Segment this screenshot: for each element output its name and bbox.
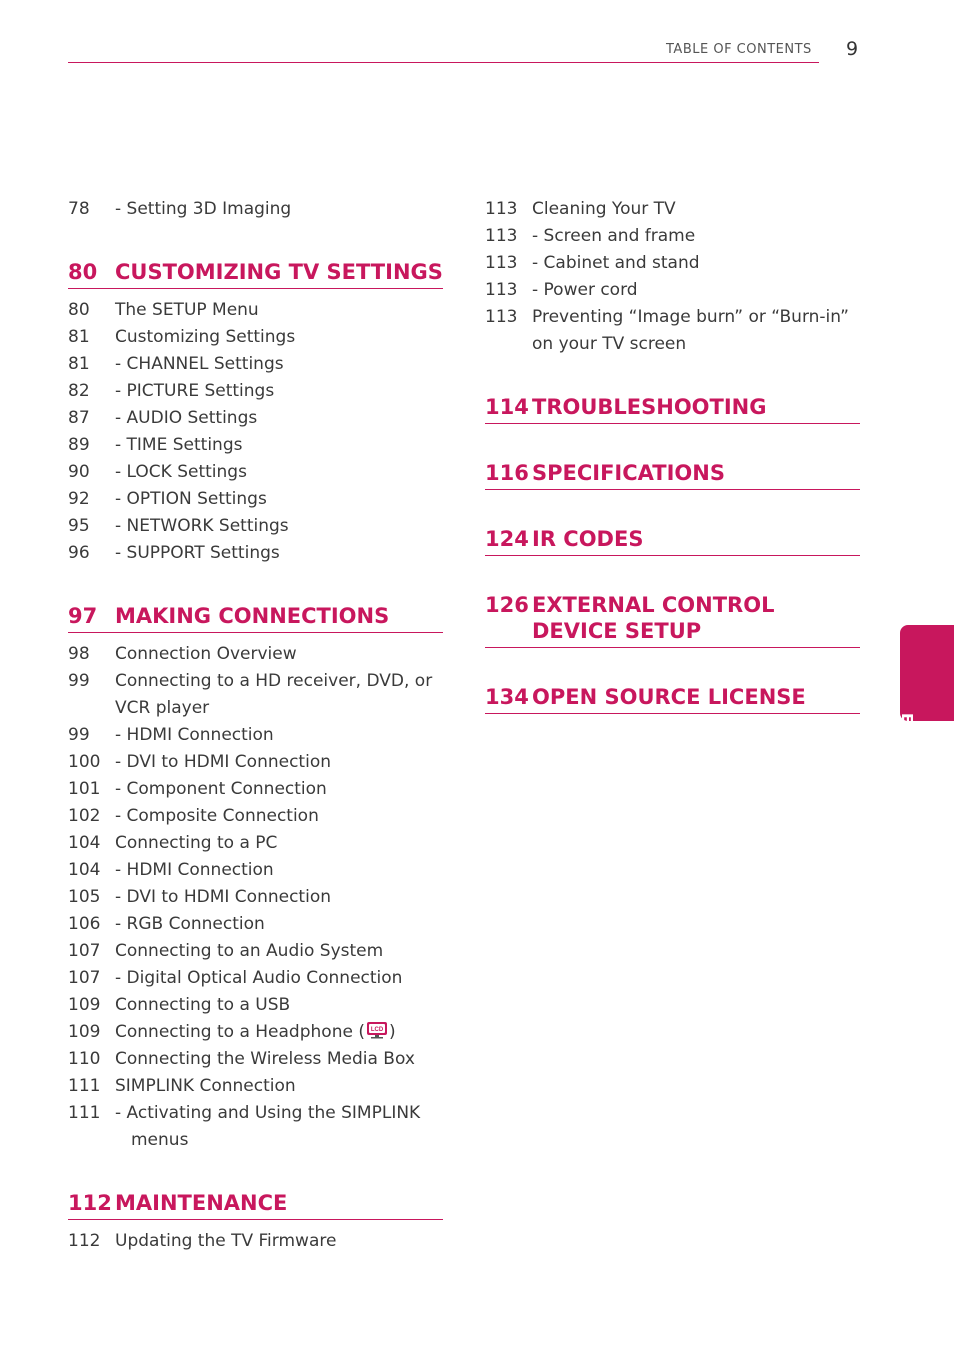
toc-entry-text: - Screen and frame (532, 226, 696, 246)
toc-entry-text: Connecting to a Headphone ( (115, 1022, 365, 1042)
toc-entry-title (115, 378, 443, 405)
toc-entry-title (115, 432, 443, 459)
toc-entry-page: 99 (68, 671, 90, 691)
toc-entry-page: 110 (68, 1049, 101, 1069)
toc-entry[interactable] (68, 911, 443, 938)
toc-entry-title (115, 938, 443, 965)
section-title: CUSTOMIZING TV SETTINGS (115, 260, 443, 284)
toc-entry-page: 113 (485, 253, 518, 273)
header-rule (68, 62, 819, 63)
toc-entry-title (115, 459, 443, 486)
section-page: 126 (485, 593, 529, 617)
toc-entry-text: - HDMI Connection (115, 860, 274, 880)
toc-entry[interactable] (68, 641, 443, 668)
toc-entry[interactable] (68, 965, 443, 992)
language-tab[interactable] (898, 625, 954, 794)
toc-entry-text: Connecting to a HD receiver, DVD, or VCR player (115, 671, 433, 718)
toc-entry-page: 113 (485, 280, 518, 300)
section-page: 124 (485, 527, 529, 551)
toc-entry-text: The SETUP Menu (115, 300, 259, 320)
toc-entry-title (115, 776, 443, 803)
toc-entry-page: 113 (485, 199, 518, 219)
toc-entry-text: - DVI to HDMI Connection (115, 752, 331, 772)
toc-entry[interactable] (68, 1046, 443, 1073)
section-title: SPECIFICATIONS (532, 461, 725, 485)
toc-entry-text: Connection Overview (115, 644, 297, 664)
toc-entry[interactable] (68, 196, 443, 223)
toc-entry-title (115, 1228, 443, 1255)
toc-entry-text: Preventing “Image burn” or “Burn-in” on your TV screen (532, 307, 849, 354)
toc-entry-page: 92 (68, 489, 90, 509)
toc-entry[interactable] (68, 992, 443, 1019)
toc-entry-text: - NETWORK Settings (115, 516, 289, 536)
section-title: EXTERNAL CONTROL DEVICE SETUP (532, 593, 775, 643)
toc-entry-title (115, 965, 443, 992)
toc-entry[interactable] (68, 378, 443, 405)
toc-entry-page: 109 (68, 995, 101, 1015)
toc-entry[interactable] (68, 857, 443, 884)
toc-entry-text: - Composite Connection (115, 806, 319, 826)
toc-entry-page: 80 (68, 300, 90, 320)
page-number: 9 (846, 38, 859, 60)
toc-entry[interactable] (68, 324, 443, 351)
toc-entry-page: 81 (68, 354, 90, 374)
toc-entry-title (532, 304, 860, 358)
section-title: MAKING CONNECTIONS (115, 604, 390, 628)
toc-entry-page: 89 (68, 435, 90, 455)
toc-entry-page: 90 (68, 462, 90, 482)
toc-entry-text: - LOCK Settings (115, 462, 247, 482)
toc-entry-text: - Power cord (532, 280, 638, 300)
toc-entry-text: - Setting 3D Imaging (115, 199, 292, 219)
section-title: IR CODES (532, 527, 644, 551)
toc-entry-text: Customizing Settings (115, 327, 296, 347)
toc-entry-page: 78 (68, 199, 90, 219)
toc-entry-page: 104 (68, 833, 101, 853)
lcd-tv-icon (366, 1021, 388, 1039)
toc-entry-title (115, 540, 443, 567)
toc-entry-page: 106 (68, 914, 101, 934)
toc-entry[interactable] (485, 304, 860, 358)
toc-entry-page: 111 (68, 1103, 101, 1123)
toc-entry-page: 95 (68, 516, 90, 536)
language-tab-label: ENGLISH (898, 713, 916, 794)
toc-entry-page: 107 (68, 968, 101, 988)
section-title: MAINTENANCE (115, 1191, 288, 1215)
toc-entry-text: - Activating and Using the SIMPLINK menus (115, 1103, 421, 1150)
toc-entry-page: 107 (68, 941, 101, 961)
toc-entry-title (115, 668, 443, 722)
toc-entry-title (115, 641, 443, 668)
toc-entry[interactable] (68, 513, 443, 540)
toc-entry-title (532, 196, 860, 223)
section-page: 134 (485, 685, 529, 709)
toc-right-column (485, 196, 860, 724)
toc-entry-page: 113 (485, 226, 518, 246)
toc-entry[interactable] (68, 486, 443, 513)
toc-entry-title (115, 196, 443, 223)
toc-entry[interactable] (485, 250, 860, 277)
toc-entry-text: - PICTURE Settings (115, 381, 275, 401)
section-page: 116 (485, 461, 529, 485)
toc-entry-title (115, 1073, 443, 1100)
section-page: 80 (68, 260, 98, 284)
toc-entry[interactable] (68, 459, 443, 486)
toc-entry-title (115, 405, 443, 432)
toc-entry-title (532, 277, 860, 304)
toc-entry-title (115, 911, 443, 938)
toc-entry-title (115, 722, 443, 749)
toc-entry[interactable] (68, 432, 443, 459)
toc-entry-title (115, 803, 443, 830)
toc-entry-page: 96 (68, 543, 90, 563)
toc-entry[interactable] (68, 540, 443, 567)
section-heading[interactable] (68, 1190, 443, 1220)
toc-entry-page: 112 (68, 1231, 101, 1251)
toc-entry[interactable] (68, 1100, 443, 1154)
toc-entry-title (115, 857, 443, 884)
toc-entry-page: 87 (68, 408, 90, 428)
toc-entry-text: - AUDIO Settings (115, 408, 258, 428)
section-page: 112 (68, 1191, 112, 1215)
section-title: OPEN SOURCE LICENSE (532, 685, 806, 709)
toc-entry-text: Connecting the Wireless Media Box (115, 1049, 415, 1069)
toc-entry[interactable] (68, 1228, 443, 1255)
toc-entry-page: 113 (485, 307, 518, 327)
toc-entry-text: - HDMI Connection (115, 725, 274, 745)
toc-entry[interactable] (68, 938, 443, 965)
toc-entry-text: SIMPLINK Connection (115, 1076, 296, 1096)
section-page: 114 (485, 395, 529, 419)
toc-entry-text: - RGB Connection (115, 914, 265, 934)
section-heading[interactable] (68, 259, 443, 289)
toc-entry-title (115, 1046, 443, 1073)
section-heading[interactable] (485, 684, 860, 714)
toc-entry[interactable] (68, 830, 443, 857)
toc-entry-page: 82 (68, 381, 90, 401)
toc-entry-text: - Cabinet and stand (532, 253, 700, 273)
toc-entry-title (115, 486, 443, 513)
toc-entry[interactable] (68, 803, 443, 830)
toc-entry-title (115, 749, 443, 776)
section-heading[interactable] (485, 394, 860, 424)
toc-entry-page: 81 (68, 327, 90, 347)
toc-entry-page: 99 (68, 725, 90, 745)
header-title: TABLE OF CONTENTS (666, 42, 812, 57)
toc-entry-title (532, 250, 860, 277)
toc-entry-title (115, 351, 443, 378)
toc-entry-page: 104 (68, 860, 101, 880)
toc-entry-text: Connecting to a PC (115, 833, 278, 853)
section-title: TROUBLESHOOTING (532, 395, 767, 419)
toc-entry-text: - SUPPORT Settings (115, 543, 280, 563)
toc-entry-text: Connecting to a USB (115, 995, 291, 1015)
toc-entry-page: 101 (68, 779, 101, 799)
section-heading[interactable] (68, 603, 443, 633)
toc-entry[interactable] (68, 405, 443, 432)
toc-entry-text: - Component Connection (115, 779, 327, 799)
toc-entry[interactable] (68, 1019, 443, 1046)
toc-entry-title (115, 1019, 443, 1046)
toc-entry-title (115, 884, 443, 911)
toc-entry-page: 111 (68, 1076, 101, 1096)
section-heading[interactable] (485, 526, 860, 556)
toc-entry[interactable] (485, 196, 860, 223)
toc-entry-page: 105 (68, 887, 101, 907)
lcd-icon-label: LCD (370, 1027, 384, 1033)
toc-entry-text: - TIME Settings (115, 435, 243, 455)
toc-entry-title (115, 297, 443, 324)
section-heading[interactable] (485, 460, 860, 490)
toc-entry-page: 102 (68, 806, 101, 826)
toc-entry-title (115, 513, 443, 540)
toc-entry-title (115, 830, 443, 857)
toc-entry[interactable] (68, 749, 443, 776)
toc-entry-page: 98 (68, 644, 90, 664)
toc-entry[interactable] (68, 884, 443, 911)
toc-entry[interactable] (68, 351, 443, 378)
toc-entry-page: 100 (68, 752, 101, 772)
toc-entry-text: - CHANNEL Settings (115, 354, 284, 374)
toc-entry-text: - Digital Optical Audio Connection (115, 968, 403, 988)
toc-entry-text: Updating the TV Firmware (115, 1231, 337, 1251)
toc-entry-title (115, 992, 443, 1019)
toc-entry[interactable] (485, 223, 860, 250)
toc-entry-text: - OPTION Settings (115, 489, 267, 509)
toc-entry-text: Connecting to an Audio System (115, 941, 384, 961)
toc-entry-page: 109 (68, 1022, 101, 1042)
toc-entry-suffix: ) (388, 1022, 396, 1042)
toc-entry-text: Cleaning Your TV (532, 199, 676, 219)
toc-entry-text: - DVI to HDMI Connection (115, 887, 331, 907)
toc-entry[interactable] (68, 722, 443, 749)
section-heading[interactable] (485, 592, 860, 648)
toc-entry[interactable] (68, 668, 443, 722)
toc-left-column (68, 196, 443, 1255)
toc-entry-title (115, 1100, 443, 1154)
toc-entry-title (532, 223, 860, 250)
toc-entry[interactable] (68, 776, 443, 803)
toc-entry-title (115, 324, 443, 351)
toc-entry[interactable] (68, 297, 443, 324)
section-page: 97 (68, 604, 98, 628)
toc-entry[interactable] (485, 277, 860, 304)
toc-entry[interactable] (68, 1073, 443, 1100)
